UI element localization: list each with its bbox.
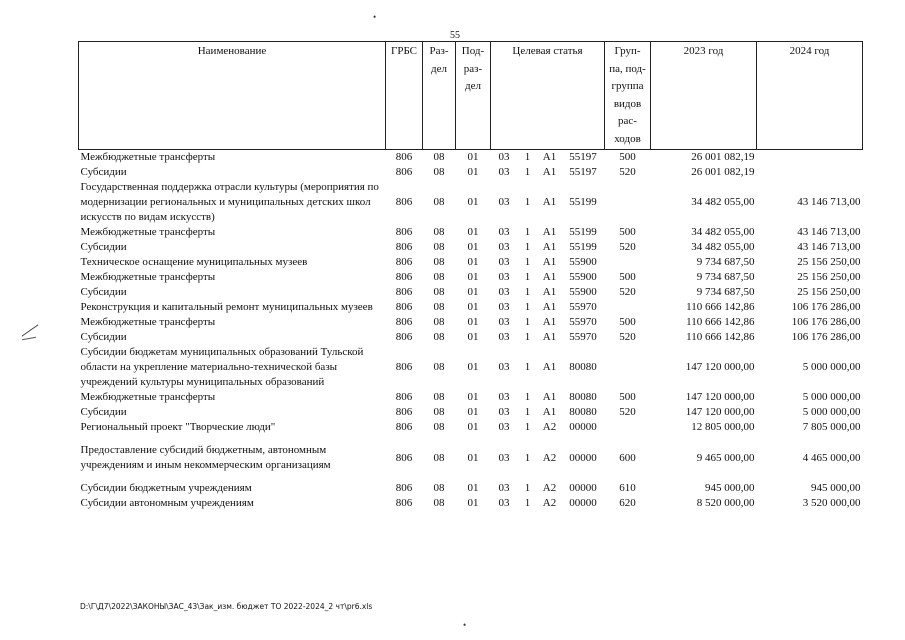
cell-amount-2023: 110 666 142,86 bbox=[686, 316, 755, 328]
cell-subsection: 01 bbox=[467, 166, 479, 178]
cell-target-program: 03 bbox=[498, 482, 510, 494]
cell-grbs: 806 bbox=[395, 256, 413, 268]
cell-subsection: 01 bbox=[467, 331, 479, 343]
cell-target-subprogram: 1 bbox=[524, 196, 531, 208]
cell-subsection: 01 bbox=[467, 271, 479, 283]
table-row bbox=[79, 285, 863, 300]
cell-amount-2024: 5 000 000,00 bbox=[802, 406, 861, 418]
cell-name: Межбюджетные трансферты bbox=[80, 391, 216, 403]
cell-section: 08 bbox=[433, 151, 445, 163]
cell-name: Государственная поддержка отрасли культуры (мероприятия по модернизации региональных и муниципальных детских школ искусств по видам искусств) bbox=[80, 181, 379, 223]
cell-target-project: A1 bbox=[542, 361, 557, 373]
cell-section: 08 bbox=[433, 361, 445, 373]
cell-grbs: 806 bbox=[395, 406, 413, 418]
cell-expense-group: 600 bbox=[619, 451, 636, 464]
table-row bbox=[79, 180, 863, 225]
cell-expense-group bbox=[605, 300, 651, 315]
cell-target-project: A1 bbox=[542, 301, 557, 313]
cell-target-direction: 55199 bbox=[569, 226, 597, 238]
cell-expense-group: 500 bbox=[619, 316, 636, 328]
table-row bbox=[79, 330, 863, 345]
cell-target-subprogram: 1 bbox=[524, 451, 531, 464]
scan-pen-mark bbox=[22, 337, 36, 340]
cell-target-subprogram: 1 bbox=[524, 301, 531, 313]
cell-target-subprogram: 1 bbox=[524, 166, 531, 178]
spacer-row bbox=[79, 473, 863, 481]
cell-target-project: A1 bbox=[542, 151, 557, 163]
col-header-grbs: ГРБС bbox=[386, 42, 423, 150]
cell-target-project: A2 bbox=[542, 482, 557, 494]
cell-target-program: 03 bbox=[498, 301, 510, 313]
cell-target-program: 03 bbox=[498, 331, 510, 343]
cell-target-subprogram: 1 bbox=[524, 361, 531, 373]
cell-target-direction: 55900 bbox=[569, 286, 597, 298]
cell-amount-2023: 26 001 082,19 bbox=[691, 166, 755, 178]
cell-expense-group: 610 bbox=[619, 482, 636, 494]
cell-grbs: 806 bbox=[395, 286, 413, 298]
cell-amount-2023: 9 734 687,50 bbox=[696, 286, 755, 298]
cell-expense-group: 620 bbox=[619, 497, 636, 509]
cell-expense-group: 520 bbox=[619, 166, 636, 178]
cell-target-program: 03 bbox=[498, 196, 510, 208]
cell-subsection: 01 bbox=[467, 301, 479, 313]
cell-amount-2024: 7 805 000,00 bbox=[802, 421, 861, 433]
cell-section: 08 bbox=[433, 166, 445, 178]
cell-section: 08 bbox=[433, 331, 445, 343]
table-row bbox=[79, 405, 863, 420]
cell-target-program: 03 bbox=[498, 451, 510, 464]
cell-grbs: 806 bbox=[395, 271, 413, 283]
col-header-expense-group: Груп- па, под- группа видов рас- ходов bbox=[605, 42, 651, 150]
cell-subsection: 01 bbox=[467, 421, 479, 433]
cell-target-project: A1 bbox=[542, 196, 557, 208]
cell-section: 08 bbox=[433, 301, 445, 313]
cell-target-direction: 55199 bbox=[569, 196, 597, 208]
cell-amount-2024: 43 146 713,00 bbox=[797, 241, 861, 253]
cell-target-program: 03 bbox=[498, 391, 510, 403]
cell-section: 08 bbox=[433, 497, 445, 509]
cell-grbs: 806 bbox=[395, 226, 413, 238]
cell-amount-2023: 8 520 000,00 bbox=[696, 497, 755, 509]
table-row bbox=[79, 315, 863, 330]
cell-target-program: 03 bbox=[498, 166, 510, 178]
cell-target-direction: 55197 bbox=[569, 151, 597, 163]
cell-subsection: 01 bbox=[467, 196, 479, 208]
cell-amount-2024: 43 146 713,00 bbox=[797, 226, 861, 238]
cell-name: Межбюджетные трансферты bbox=[80, 151, 216, 163]
cell-target-subprogram: 1 bbox=[524, 482, 531, 494]
cell-target-direction: 00000 bbox=[569, 421, 597, 433]
cell-subsection: 01 bbox=[467, 226, 479, 238]
cell-target-project: A2 bbox=[542, 421, 557, 433]
cell-amount-2023: 26 001 082,19 bbox=[691, 151, 755, 163]
cell-section: 08 bbox=[433, 256, 445, 268]
table-row bbox=[79, 150, 863, 166]
cell-amount-2023: 147 120 000,00 bbox=[685, 406, 755, 418]
cell-subsection: 01 bbox=[467, 151, 479, 163]
cell-subsection: 01 bbox=[467, 406, 479, 418]
cell-target-direction: 55199 bbox=[569, 241, 597, 253]
cell-target-program: 03 bbox=[498, 226, 510, 238]
cell-amount-2023: 9 734 687,50 bbox=[696, 256, 755, 268]
cell-amount-2024: 25 156 250,00 bbox=[797, 271, 861, 283]
cell-target-project: A1 bbox=[542, 226, 557, 238]
cell-amount-2023: 110 666 142,86 bbox=[686, 301, 755, 313]
cell-expense-group: 520 bbox=[619, 406, 636, 418]
cell-expense-group: 500 bbox=[619, 271, 636, 283]
col-header-target-article: Целевая статья bbox=[491, 42, 605, 150]
cell-section: 08 bbox=[433, 286, 445, 298]
cell-expense-group: 500 bbox=[619, 391, 636, 403]
cell-grbs: 806 bbox=[395, 301, 413, 313]
table-row bbox=[79, 240, 863, 255]
cell-section: 08 bbox=[433, 241, 445, 253]
cell-amount-2023: 34 482 055,00 bbox=[691, 241, 755, 253]
cell-expense-group: 520 bbox=[619, 286, 636, 298]
cell-target-program: 03 bbox=[498, 151, 510, 163]
cell-expense-group: 500 bbox=[619, 151, 636, 163]
budget-table bbox=[78, 41, 863, 511]
cell-target-project: A2 bbox=[542, 451, 557, 464]
cell-subsection: 01 bbox=[467, 286, 479, 298]
cell-grbs: 806 bbox=[395, 391, 413, 403]
cell-target-program: 03 bbox=[498, 316, 510, 328]
cell-amount-2024: 106 176 286,00 bbox=[791, 316, 861, 328]
cell-amount-2024: 106 176 286,00 bbox=[791, 301, 861, 313]
cell-target-project: A1 bbox=[542, 286, 557, 298]
footer-file-path: D:\Г\Д7\2022\ЗАКОНЫ\ЗАС_43\Зак_изм. бюджет ТО 2022-2024_2 чт\pr6.xls bbox=[80, 602, 373, 611]
cell-name: Межбюджетные трансферты bbox=[80, 316, 216, 328]
cell-target-direction: 00000 bbox=[569, 497, 597, 509]
cell-target-subprogram: 1 bbox=[524, 151, 531, 163]
cell-name: Субсидии bbox=[80, 166, 127, 178]
cell-expense-group: 520 bbox=[619, 241, 636, 253]
cell-amount-2024: 5 000 000,00 bbox=[802, 391, 861, 403]
cell-name: Субсидии bbox=[80, 286, 127, 298]
cell-expense-group bbox=[605, 180, 651, 225]
cell-section: 08 bbox=[433, 316, 445, 328]
cell-target-subprogram: 1 bbox=[524, 406, 531, 418]
cell-name: Реконструкция и капитальный ремонт муниципальных музеев bbox=[80, 301, 373, 313]
cell-amount-2023: 945 000,00 bbox=[705, 482, 755, 494]
cell-target-subprogram: 1 bbox=[524, 271, 531, 283]
cell-grbs: 806 bbox=[395, 361, 413, 373]
cell-amount-2023: 34 482 055,00 bbox=[691, 196, 755, 208]
cell-amount-2024: 43 146 713,00 bbox=[797, 196, 861, 208]
cell-amount-2024: 4 465 000,00 bbox=[802, 451, 861, 464]
cell-grbs: 806 bbox=[395, 241, 413, 253]
spacer-row bbox=[79, 435, 863, 443]
cell-grbs: 806 bbox=[395, 331, 413, 343]
cell-amount-2024: 106 176 286,00 bbox=[791, 331, 861, 343]
cell-target-direction: 80080 bbox=[569, 391, 597, 403]
cell-target-subprogram: 1 bbox=[524, 256, 531, 268]
cell-name: Межбюджетные трансферты bbox=[80, 226, 216, 238]
cell-name: Субсидии bbox=[80, 406, 127, 418]
cell-subsection: 01 bbox=[467, 256, 479, 268]
cell-grbs: 806 bbox=[395, 451, 413, 464]
col-header-subsection: Под- раз- дел bbox=[456, 42, 491, 150]
cell-expense-group bbox=[605, 255, 651, 270]
table-row bbox=[79, 443, 863, 473]
cell-name: Региональный проект "Творческие люди" bbox=[80, 421, 276, 433]
cell-amount-2023: 34 482 055,00 bbox=[691, 226, 755, 238]
cell-target-direction: 00000 bbox=[569, 482, 597, 494]
cell-target-direction: 55900 bbox=[569, 256, 597, 268]
cell-amount-2024: 25 156 250,00 bbox=[797, 286, 861, 298]
table-row bbox=[79, 496, 863, 511]
cell-section: 08 bbox=[433, 421, 445, 433]
cell-target-program: 03 bbox=[498, 286, 510, 298]
table-row bbox=[79, 300, 863, 315]
cell-amount-2023: 12 805 000,00 bbox=[691, 421, 755, 433]
cell-subsection: 01 bbox=[467, 451, 479, 464]
cell-target-subprogram: 1 bbox=[524, 421, 531, 433]
cell-amount-2024 bbox=[757, 150, 863, 166]
cell-target-project: A1 bbox=[542, 166, 557, 178]
cell-amount-2023: 147 120 000,00 bbox=[685, 361, 755, 373]
cell-amount-2023: 147 120 000,00 bbox=[685, 391, 755, 403]
cell-amount-2023: 9 734 687,50 bbox=[696, 271, 755, 283]
cell-target-program: 03 bbox=[498, 361, 510, 373]
cell-name: Субсидии bbox=[80, 241, 127, 253]
cell-name: Субсидии бюджетным учреждениям bbox=[80, 482, 252, 494]
cell-target-project: A2 bbox=[542, 497, 557, 509]
cell-subsection: 01 bbox=[467, 316, 479, 328]
cell-name: Предоставление субсидий бюджетным, автономным учреждениям и иным некоммерческим организациям bbox=[80, 444, 331, 471]
cell-target-project: A1 bbox=[542, 316, 557, 328]
cell-amount-2024: 3 520 000,00 bbox=[802, 497, 861, 509]
cell-target-subprogram: 1 bbox=[524, 286, 531, 298]
cell-target-subprogram: 1 bbox=[524, 497, 531, 509]
cell-target-direction: 55197 bbox=[569, 166, 597, 178]
cell-subsection: 01 bbox=[467, 361, 479, 373]
cell-target-direction: 80080 bbox=[569, 406, 597, 418]
cell-target-direction: 00000 bbox=[569, 451, 597, 464]
cell-target-program: 03 bbox=[498, 241, 510, 253]
cell-grbs: 806 bbox=[395, 421, 413, 433]
cell-subsection: 01 bbox=[467, 241, 479, 253]
cell-section: 08 bbox=[433, 482, 445, 494]
cell-target-subprogram: 1 bbox=[524, 391, 531, 403]
cell-target-direction: 55970 bbox=[569, 301, 597, 313]
cell-target-direction: 80080 bbox=[569, 361, 597, 373]
cell-section: 08 bbox=[433, 196, 445, 208]
cell-target-program: 03 bbox=[498, 406, 510, 418]
cell-grbs: 806 bbox=[395, 166, 413, 178]
cell-section: 08 bbox=[433, 406, 445, 418]
cell-section: 08 bbox=[433, 271, 445, 283]
cell-amount-2024: 25 156 250,00 bbox=[797, 256, 861, 268]
col-header-section: Раз- дел bbox=[423, 42, 456, 150]
cell-grbs: 806 bbox=[395, 316, 413, 328]
cell-target-subprogram: 1 bbox=[524, 241, 531, 253]
page-number: 55 bbox=[450, 30, 460, 41]
col-header-2023: 2023 год bbox=[651, 42, 757, 150]
cell-grbs: 806 bbox=[395, 482, 413, 494]
cell-amount-2023: 110 666 142,86 bbox=[686, 331, 755, 343]
cell-subsection: 01 bbox=[467, 391, 479, 403]
scan-dot-mark: • bbox=[373, 12, 377, 22]
cell-subsection: 01 bbox=[467, 482, 479, 494]
table-row bbox=[79, 345, 863, 390]
table-header-row bbox=[79, 42, 863, 150]
cell-amount-2024 bbox=[757, 165, 863, 180]
cell-target-direction: 55970 bbox=[569, 331, 597, 343]
table-row bbox=[79, 165, 863, 180]
table-row bbox=[79, 255, 863, 270]
cell-name: Техническое оснащение муниципальных музеев bbox=[80, 256, 308, 268]
cell-target-project: A1 bbox=[542, 271, 557, 283]
scan-dot-mark: • bbox=[463, 620, 467, 630]
cell-target-project: A1 bbox=[542, 256, 557, 268]
table-body bbox=[79, 150, 863, 512]
table-row bbox=[79, 270, 863, 285]
cell-expense-group bbox=[605, 420, 651, 435]
cell-target-program: 03 bbox=[498, 497, 510, 509]
cell-name: Субсидии бюджетам муниципальных образований Тульской области на укрепление материально-технической базы учреждений культуры муниципальных образований bbox=[80, 346, 364, 388]
table-row bbox=[79, 481, 863, 496]
table-row bbox=[79, 390, 863, 405]
cell-subsection: 01 bbox=[467, 497, 479, 509]
cell-target-program: 03 bbox=[498, 271, 510, 283]
cell-expense-group: 520 bbox=[619, 331, 636, 343]
cell-target-subprogram: 1 bbox=[524, 331, 531, 343]
cell-amount-2023: 9 465 000,00 bbox=[696, 451, 755, 464]
cell-section: 08 bbox=[433, 391, 445, 403]
col-header-name: Наименование bbox=[79, 42, 386, 150]
cell-target-direction: 55970 bbox=[569, 316, 597, 328]
cell-amount-2024: 5 000 000,00 bbox=[802, 361, 861, 373]
cell-target-project: A1 bbox=[542, 241, 557, 253]
col-header-2024: 2024 год bbox=[757, 42, 863, 150]
cell-target-subprogram: 1 bbox=[524, 226, 531, 238]
cell-target-subprogram: 1 bbox=[524, 316, 531, 328]
cell-target-project: A1 bbox=[542, 406, 557, 418]
cell-grbs: 806 bbox=[395, 196, 413, 208]
cell-grbs: 806 bbox=[395, 497, 413, 509]
cell-grbs: 806 bbox=[395, 151, 413, 163]
cell-target-project: A1 bbox=[542, 331, 557, 343]
cell-expense-group: 500 bbox=[619, 226, 636, 238]
cell-target-program: 03 bbox=[498, 421, 510, 433]
cell-amount-2024: 945 000,00 bbox=[811, 482, 861, 494]
cell-name: Межбюджетные трансферты bbox=[80, 271, 216, 283]
cell-expense-group bbox=[605, 345, 651, 390]
cell-target-direction: 55900 bbox=[569, 271, 597, 283]
cell-target-program: 03 bbox=[498, 256, 510, 268]
cell-name: Субсидии автономным учреждениям bbox=[80, 497, 254, 509]
cell-section: 08 bbox=[433, 226, 445, 238]
cell-target-project: A1 bbox=[542, 391, 557, 403]
cell-section: 08 bbox=[433, 451, 445, 464]
cell-name: Субсидии bbox=[80, 331, 127, 343]
table-row bbox=[79, 225, 863, 240]
scan-pen-mark bbox=[22, 324, 39, 336]
table-row bbox=[79, 420, 863, 435]
